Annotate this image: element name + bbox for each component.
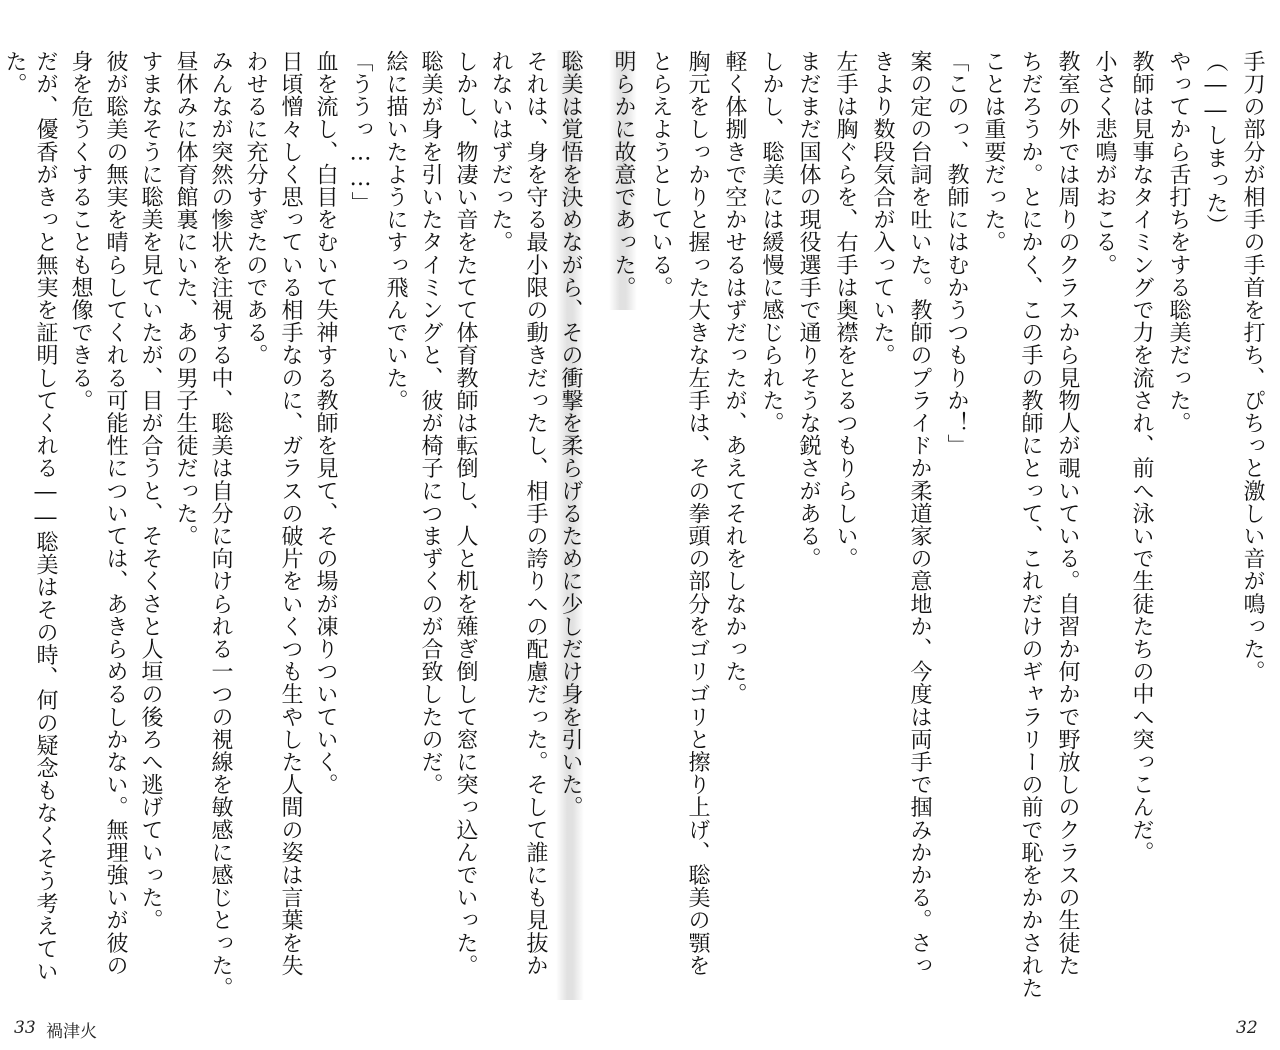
text-column: 手刀の部分が相手の手首を打ち、ぴちっと激しい音が鳴った。 — [1240, 50, 1265, 683]
page-number-left: 33 — [14, 1018, 36, 1038]
text-column: まだまだ国体の現役選手で通りそうな鋭さがある。 — [796, 50, 821, 570]
text-column: しかし、物凄い音をたてて体育教師は転倒し、人と机を薙ぎ倒して窓に突っ込んでいった。 — [453, 50, 478, 977]
text-column: 左手は胸ぐらを、右手は奥襟をとるつもりらしい。 — [833, 50, 858, 570]
highlighted-text-column: 明らかに故意であった。 — [609, 50, 637, 310]
text-column: 案の定の台詞を吐いた。教師のプライドか柔道家の意地か、今度は両手で掴みかかる。さっ — [907, 50, 932, 977]
text-column: わせるに充分すぎたのである。 — [243, 50, 268, 367]
text-column: 教師は見事なタイミングで力を流され、前へ泳いで生徒たちの中へ突っこんだ。 — [1129, 50, 1154, 864]
text-column: れないはずだった。 — [488, 50, 513, 254]
text-column: やってから舌打ちをする聡美だった。 — [1166, 50, 1191, 435]
text-column: た。 — [2, 50, 27, 96]
text-column: 血を流し、白目をむいて失神する教師を見て、その場が凍りついていく。 — [313, 50, 338, 796]
text-column: 教室の外では周りのクラスから見物人が覗いている。自習か何かで野放しのクラスの生徒た — [1055, 50, 1080, 977]
text-column: 日頃憎々しく思っている相手なのに、ガラスの破片をいくつも生やした人間の姿は言葉を失 — [278, 50, 303, 977]
text-column: みんなが突然の惨状を注視する中、聡美は自分に向けられる一つの視線を敏感に感じとった。 — [208, 50, 233, 1000]
text-column: 昼休みに体育館裏にいた、あの男子生徒だった。 — [173, 50, 198, 548]
text-column: すまなそうに聡美を見ていたが、目が合うと、そそくさと人垣の後ろへ逃げていった。 — [138, 50, 163, 932]
running-title: 禍津火 — [46, 1022, 97, 1042]
text-column: ちだろうか。とにかく、この手の教師にとって、これだけのギャラリーの前で恥をかかされた — [1018, 50, 1043, 1000]
text-column: 彼が聡美の無実を晴らしてくれる可能性については、あきらめるしかない。無理強いが彼の — [103, 50, 128, 977]
highlighted-text-column: 聡美は覚悟を決めながら、その衝撃を柔らげるために少しだけ身を引いた。 — [556, 50, 584, 1000]
text-column: 絵に描いたようにすっ飛んでいた。 — [383, 50, 408, 412]
text-column: ことは重要だった。 — [981, 50, 1006, 254]
text-column: だが、優香がきっと無実を証明してくれる――聡美はその時、何の疑念もなくそう考えてい — [33, 50, 58, 983]
text-column: （――しまった） — [1203, 50, 1228, 237]
text-column: 「このっ、教師にはむかうつもりか！」 — [944, 50, 969, 457]
text-column: 胸元をしっかりと握った大きな左手は、その拳頭の部分をゴリゴリと擦り上げ、聡美の顎を — [685, 50, 710, 977]
text-column: とらえようとしている。 — [648, 50, 673, 299]
text-column: 身を危うくすることも想像できる。 — [68, 50, 93, 412]
text-column: 「ううっ……」 — [348, 50, 373, 215]
text-column: きより数段気合が入っていた。 — [870, 50, 895, 367]
text-column: 小さく悲鳴がおこる。 — [1092, 50, 1117, 276]
text-column: それは、身を守る最小限の動きだったし、相手の誇りへの配慮だった。そして誰にも見抜か — [523, 50, 548, 977]
text-column: 軽く体捌きで空かせるはずだったが、あえてそれをしなかった。 — [722, 50, 747, 706]
text-column: 聡美が身を引いたタイミングと、彼が椅子につまずくのが合致したのだ。 — [418, 50, 443, 796]
page-number-right: 32 — [1236, 1018, 1258, 1038]
text-column: しかし、聡美には緩慢に感じられた。 — [759, 50, 784, 435]
